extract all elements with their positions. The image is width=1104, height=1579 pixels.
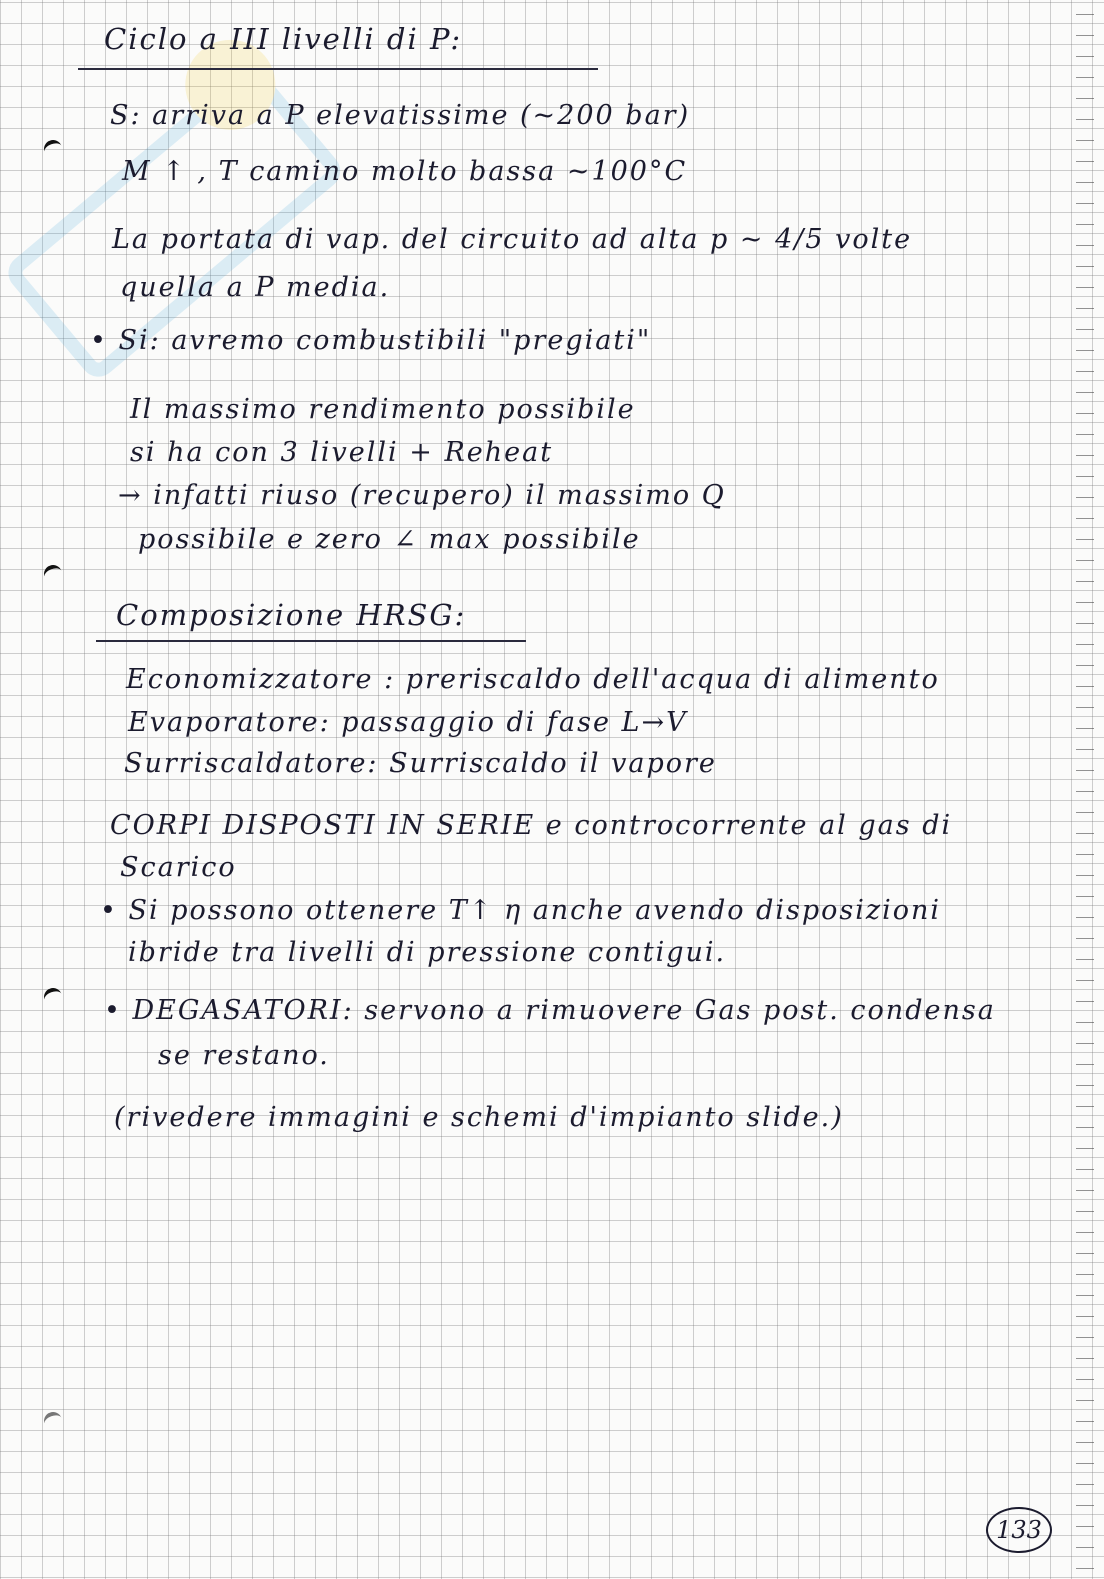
note-line: Evaporatore: passaggio di fase L→V (128, 707, 688, 738)
note-line: possibile e zero ∠ max possibile (138, 524, 641, 555)
title-underline (78, 68, 598, 70)
section-title: Composizione HRSG: (116, 598, 467, 632)
binder-hole-mark (41, 562, 64, 585)
note-line: • Si: avremo combustibili "pregiati" (90, 325, 652, 356)
note-line: → infatti riuso (recupero) il massimo Q (118, 480, 726, 511)
note-line: ibride tra livelli di pressione contigui. (128, 937, 727, 968)
note-line: S: arriva a P elevatissime (~200 bar) (110, 100, 691, 131)
note-line: Economizzatore : preriscaldo dell'acqua di alimento (126, 664, 940, 695)
note-line: CORPI DISPOSTI IN SERIE e controcorrente al gas di (110, 810, 953, 841)
binder-hole-mark (41, 1409, 64, 1432)
page-number: 133 (986, 1507, 1052, 1553)
note-line: quella a P media. (120, 272, 391, 303)
note-line: La portata di vap. del circuito ad alta p ~ 4/5 volte (112, 224, 913, 255)
perforated-edge (1076, 0, 1094, 1579)
note-line: si ha con 3 livelli + Reheat (130, 437, 554, 468)
note-line: • Si possono ottenere T↑ η anche avendo disposizioni (100, 895, 942, 926)
note-line: Surriscaldatore: Surriscaldo il vapore (124, 748, 717, 779)
section-title: Ciclo a III livelli di P: (104, 22, 463, 56)
title-underline (96, 640, 526, 642)
note-line: • DEGASATORI: servono a rimuovere Gas post. condensa (104, 995, 996, 1026)
note-line: Scarico (120, 852, 237, 883)
note-line: M ↑ , T camino molto bassa ~100°C (122, 156, 688, 187)
note-line: se restano. (158, 1040, 330, 1071)
note-line: (rivedere immagini e schemi d'impianto slide.) (114, 1102, 844, 1133)
binder-hole-mark (41, 985, 64, 1008)
note-line: Il massimo rendimento possibile (130, 394, 636, 425)
